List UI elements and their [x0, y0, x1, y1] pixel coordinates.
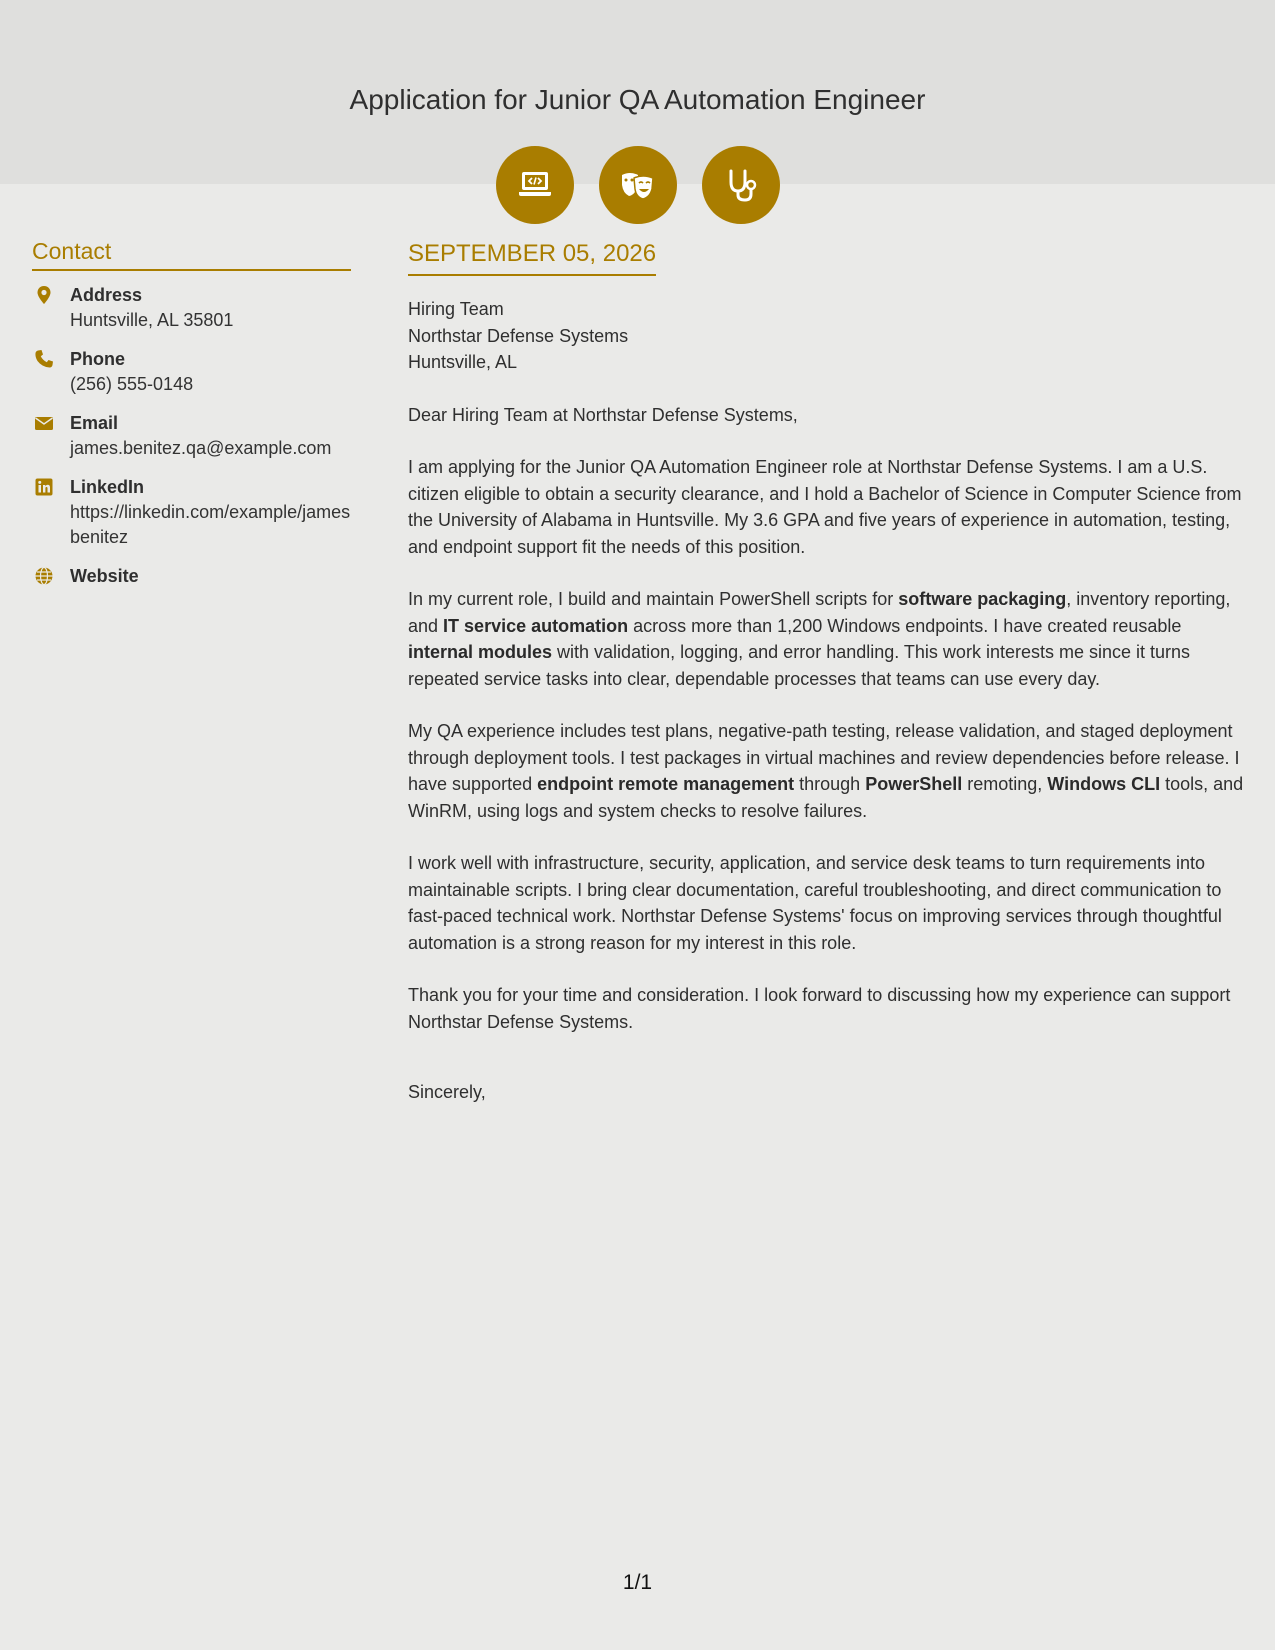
laptop-code-badge [496, 146, 574, 224]
linkedin-value[interactable]: https://linkedin.com/example/jamesbenitez [70, 502, 351, 547]
contact-sidebar [32, 238, 351, 603]
contact-heading: Contact [32, 238, 351, 271]
contact-item-website [32, 564, 351, 589]
salutation: Dear Hiring Team at Northstar Defense Systems, [408, 404, 798, 425]
contact-item-linkedin [32, 475, 351, 550]
stethoscope-badge [702, 146, 780, 224]
paragraph-current-role: In my current role, I build and maintain PowerShell scripts for software packaging, inventory reporting, and IT service automation across more than 1,200 Windows endpoints. I have created reusable internal modules with validation, logging, and error handling. This work interests me since it turns repeated service tasks into clear, dependable processes that teams can use every day. [408, 589, 1231, 689]
theater-masks-icon [618, 165, 658, 205]
contact-label: Website [70, 566, 139, 586]
highlight: software packaging [898, 589, 1067, 609]
contact-list [32, 283, 351, 589]
cover-letter [408, 240, 1250, 1132]
letter-body [408, 402, 1250, 1106]
stethoscope-icon [721, 165, 761, 205]
contact-label: Address [70, 285, 143, 305]
phone-value[interactable]: (256) 555-0148 [70, 374, 194, 394]
theater-masks-badge [599, 146, 677, 224]
header-icon-row [0, 146, 1275, 224]
highlight: IT service automation [443, 615, 629, 636]
paragraph-thanks: Thank you for your time and consideration. I look forward to discussing how my experience can support Northstar Defense Systems. [408, 985, 1231, 1032]
contact-item-email [32, 411, 351, 461]
linkedin-icon [34, 477, 54, 497]
recipient-line: Northstar Defense Systems [408, 325, 629, 346]
contact-item-address [32, 283, 351, 333]
email-value[interactable]: james.benitez.qa@example.com [70, 438, 332, 458]
recipient-line: Huntsville, AL [408, 352, 518, 372]
phone-icon [34, 349, 54, 369]
contact-label: Email [70, 413, 119, 433]
laptop-code-icon [515, 165, 555, 205]
highlight: internal modules [408, 642, 553, 662]
contact-label: Phone [70, 349, 126, 369]
highlight: PowerShell [865, 774, 963, 794]
highlight: endpoint remote management [537, 774, 795, 794]
globe-icon [34, 566, 54, 586]
paragraph-intro: I am applying for the Junior QA Automation Engineer role at Northstar Defense Systems. I am a U.S. citizen eligible to obtain a security clearance, and I hold a Bachelor of Science in Computer Science from the University of Alabama in Huntsville. My 3.6 GPA and five years of experience in automation, testing, and endpoint support fit the needs of this position. [408, 457, 1242, 557]
paragraph-teamwork: I work well with infrastructure, security, application, and service desk teams to turn requirements into maintainable scripts. I bring clear documentation, careful troubleshooting, and direct communication to fast-paced technical work. Northstar Defense Systems' focus on improving services through thoughtful automation is a strong reason for my interest in this role. [408, 853, 1222, 953]
envelope-icon [34, 413, 54, 433]
closing: Sincerely, [408, 1082, 486, 1102]
page-title: Application for Junior QA Automation Engineer [349, 84, 926, 115]
recipient-line: Hiring Team [408, 299, 504, 319]
paragraph-qa-experience: My QA experience includes test plans, negative-path testing, release validation, and staged deployment through deployment tools. I test packages in virtual machines and review dependencies before release. I have supported endpoint remote management through PowerShell remoting, Windows CLI tools, and WinRM, using logs and system checks to resolve failures. [408, 721, 1244, 821]
contact-label: LinkedIn [70, 477, 145, 497]
letter-date: SEPTEMBER 05, 2026 [408, 240, 656, 276]
location-pin-icon [34, 285, 54, 305]
recipient-block [408, 296, 1250, 376]
page-number: 1/1 [622, 1571, 653, 1594]
address-value: Huntsville, AL 35801 [70, 310, 234, 330]
highlight: Windows CLI [1047, 774, 1161, 794]
contact-item-phone [32, 347, 351, 397]
